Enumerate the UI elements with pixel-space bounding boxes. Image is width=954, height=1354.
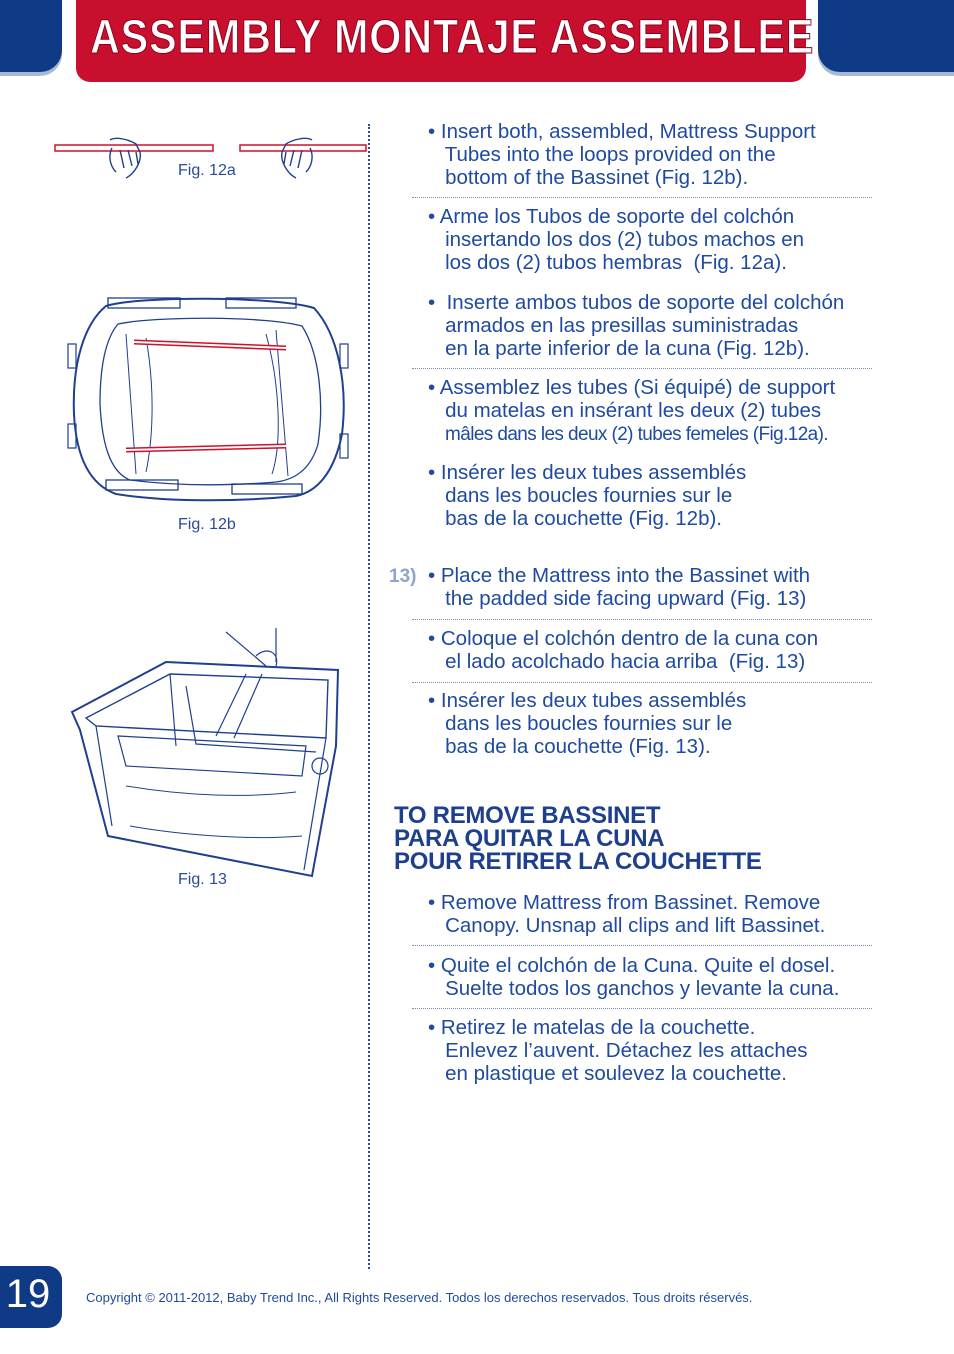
fig-13-illustration [66, 626, 356, 882]
remove-heading-en: TO REMOVE BASSINET [394, 802, 661, 829]
column-divider [368, 124, 370, 1269]
page-number: 19 [5, 1272, 51, 1316]
instruction-coloque-es: • Coloque el colchón dentro de la cuna con el lado acolchado hacia arriba (Fig. 13) [428, 627, 819, 673]
fig-12b-illustration [66, 294, 356, 504]
remove-instruction-fr: • Retirez le matelas de la couchette. Enlevez l’auvent. Détachez les attaches en plastique et soulevez la couchette. [428, 1016, 808, 1085]
header-tab-left [0, 0, 62, 72]
instruction-assemblez-fr: • Assemblez les tubes (Si équipé) de support du matelas en insérant les deux (2) tubes [428, 376, 836, 422]
header-tab-right [818, 0, 954, 72]
separator [412, 197, 872, 198]
instruction-insert-en: • Insert both, assembled, Mattress Support Tubes into the loops provided on the bottom of the Bassinet (Fig. 12b). [428, 120, 816, 189]
separator [412, 945, 872, 946]
fig-13-label: Fig. 13 [178, 871, 227, 888]
fig-12a-label: Fig. 12a [178, 162, 236, 179]
separator [412, 619, 872, 620]
separator [412, 682, 872, 683]
instruction-inserer-fr: • Insérer les deux tubes assemblés dans les boucles fournies sur le bas de la couchette (Fig. 12b). [428, 461, 747, 530]
instruction-inserte-es: • Inserte ambos tubos de soporte del colchón armados en las presillas suministradas en la parte inferior de la cuna (Fig. 12b). [428, 291, 845, 360]
separator [412, 368, 872, 369]
page-title: ASSEMBLY MONTAJE ASSEMBLEE [90, 11, 815, 64]
instruction-inserer-fr-13: • Insérer les deux tubes assemblés dans les boucles fournies sur le bas de la couchette (Fig. 13). [428, 689, 747, 758]
remove-instruction-es: • Quite el colchón de la Cuna. Quite el dosel. Suelte todos los ganchos y levante la cuna. [428, 954, 840, 1000]
instruction-place-en: • Place the Mattress into the Bassinet with the padded side facing upward (Fig. 13) [428, 564, 811, 610]
instruction-arme-es: • Arme los Tubos de soporte del colchón insertando los dos (2) tubos machos en los dos (2) tubos hembras (Fig. 12a). [428, 205, 805, 274]
instruction-assemblez-fr-line3: mâles dans les deux (2) tubes femeles (Fig.12a). [445, 424, 829, 445]
remove-heading-fr: POUR RETIRER LA COUCHETTE [394, 848, 762, 875]
remove-instruction-en: • Remove Mattress from Bassinet. Remove Canopy. Unsnap all clips and lift Bassinet. [428, 891, 826, 937]
copyright-text: Copyright © 2011-2012, Baby Trend Inc., All Rights Reserved. Todos los derechos reservados. Tous droits réservés. [86, 1290, 753, 1305]
separator [412, 1008, 872, 1009]
remove-heading-es: PARA QUITAR LA CUNA [394, 825, 665, 852]
fig-12b-label: Fig. 12b [178, 516, 236, 533]
step-13-number: 13) [389, 566, 417, 587]
